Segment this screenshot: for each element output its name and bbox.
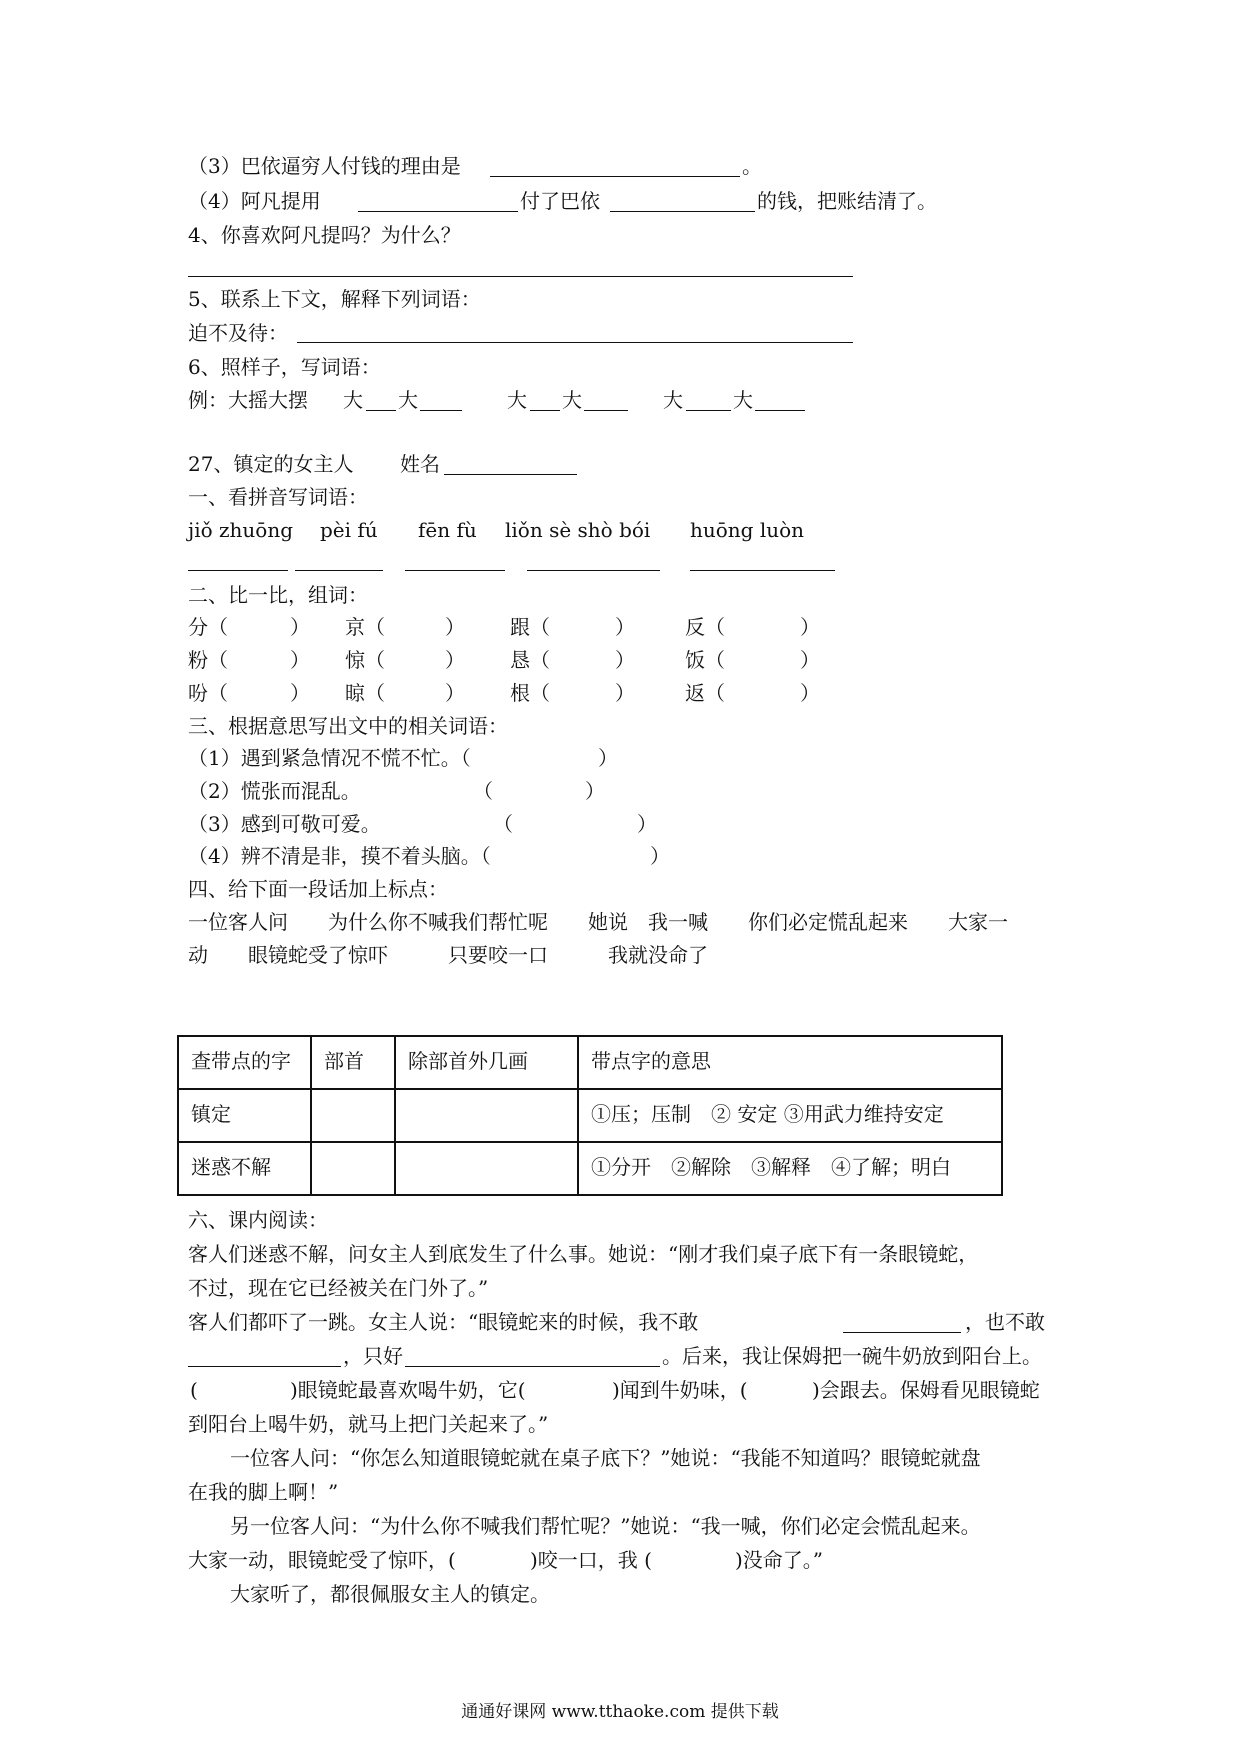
table-row xyxy=(178,1142,1002,1195)
meaning-item-2: （2）慌张而混乱。 xyxy=(188,779,361,803)
reading-line: 大家一动，眼镜蛇受了惊吓，( xyxy=(188,1548,456,1572)
blank-q6-2b[interactable] xyxy=(584,410,628,411)
cell-meaning: ①压；压制 ② 安定 ③用武力维持安定 xyxy=(578,1089,1002,1142)
blank-q3[interactable] xyxy=(490,176,740,177)
compare-char: 饭（ xyxy=(685,648,725,672)
footer-source: 通通好课网 www.tthaoke.com 提供下载 xyxy=(461,1702,779,1722)
header-meaning: 带点字的意思 xyxy=(578,1036,1002,1089)
part2-title: 二、比一比，组词： xyxy=(188,583,368,607)
reading-line: )闻到牛奶味，( xyxy=(612,1378,748,1402)
cell-strokes[interactable] xyxy=(395,1089,578,1142)
reading-line: )咬一口，我 ( xyxy=(530,1548,652,1572)
da-char: 大 xyxy=(663,388,683,412)
compare-char: 反（ xyxy=(685,615,725,639)
compare-close: ） xyxy=(290,615,310,639)
question-4-a: （4）阿凡提用 xyxy=(188,189,321,213)
reading-line: 另一位客人问：“为什么你不喊我们帮忙呢？”她说：“我一喊，你们必定会慌乱起来。 xyxy=(230,1514,981,1538)
meaning-item-3: （3）感到可敬可爱。 xyxy=(188,812,381,836)
da-char: 大 xyxy=(343,388,363,412)
reading-line: 客人们迷惑不解，问女主人到底发生了什么事。她说：“刚才我们桌子底下有一条眼镜蛇， xyxy=(188,1242,979,1266)
pinyin-blank-3[interactable] xyxy=(405,570,505,571)
q5-title: 5、联系上下文，解释下列词语： xyxy=(188,287,481,311)
compare-close: ） xyxy=(615,681,635,705)
reading-line: 客人们都吓了一跳。女主人说：“眼镜蛇来的时候，我不敢 xyxy=(188,1310,699,1334)
compare-char: 粉（ xyxy=(188,648,228,672)
lesson-title: 27、镇定的女主人 xyxy=(188,452,354,476)
blank-q6-3b[interactable] xyxy=(755,410,805,411)
question-3-end: 。 xyxy=(742,154,762,178)
da-char: 大 xyxy=(733,388,753,412)
compare-char: 惊（ xyxy=(345,648,385,672)
q5-term: 迫不及待： xyxy=(188,321,288,345)
question-4-b: 付了巴依 xyxy=(520,189,600,213)
answer-line-q5[interactable] xyxy=(297,342,853,343)
compare-close: ） xyxy=(445,615,465,639)
reading-line: )没命了。” xyxy=(735,1548,824,1572)
meaning-open: （ xyxy=(493,812,513,836)
reading-line: 在我的脚上啊！” xyxy=(188,1480,339,1504)
compare-char: 分（ xyxy=(188,615,228,639)
pinyin-1: jiǒ zhuōng xyxy=(188,518,294,542)
question-3: （3）巴依逼穷人付钱的理由是 xyxy=(188,154,461,178)
cell-word: 镇定 xyxy=(178,1089,311,1142)
reading-line: ，也不敢 xyxy=(965,1310,1045,1334)
punctuation-line-2: 动 眼镜蛇受了惊吓 只要咬一口 我就没命了 xyxy=(188,943,708,967)
table-row xyxy=(178,1089,1002,1142)
reading-line: 到阳台上喝牛奶，就马上把门关起来了。” xyxy=(188,1412,549,1436)
meaning-item-1: （1）遇到紧急情况不慌不忙。（ xyxy=(188,746,471,770)
header-char: 查带点的字 xyxy=(178,1036,311,1089)
blank-q6-3a[interactable] xyxy=(686,410,731,411)
cell-strokes[interactable] xyxy=(395,1142,578,1195)
reading-line: )会跟去。保姆看见眼镜蛇 xyxy=(812,1378,1040,1402)
pinyin-blank-2[interactable] xyxy=(295,570,383,571)
part3-title: 三、根据意思写出文中的相关词语： xyxy=(188,714,508,738)
part4-title: 四、给下面一段话加上标点： xyxy=(188,877,448,901)
reading-line: 不过，现在它已经被关在门外了。” xyxy=(188,1276,489,1300)
pinyin-5: huōng luòn xyxy=(690,518,805,542)
blank-q6-1a[interactable] xyxy=(366,410,396,411)
compare-close: ） xyxy=(445,648,465,672)
compare-close: ） xyxy=(615,615,635,639)
reading-line: ( xyxy=(190,1378,198,1402)
q6-example: 例：大摇大摆 xyxy=(188,388,308,412)
q6-title: 6、照样子，写词语： xyxy=(188,355,381,379)
compare-char: 晾（ xyxy=(345,681,385,705)
reading-line: 。后来，我让保姆把一碗牛奶放到阳台上。 xyxy=(662,1344,1042,1368)
meaning-item-4: （4）辨不清是非，摸不着头脑。（ xyxy=(188,844,491,868)
punctuation-line-1: 一位客人问 为什么你不喊我们帮忙呢 她说 我一喊 你们必定慌乱起来 大家一 xyxy=(188,910,1008,934)
pinyin-blank-5[interactable] xyxy=(690,570,835,571)
compare-char: 吩（ xyxy=(188,681,228,705)
name-field[interactable] xyxy=(444,474,577,475)
cell-radical[interactable] xyxy=(311,1142,395,1195)
compare-close: ） xyxy=(615,648,635,672)
compare-close: ） xyxy=(445,681,465,705)
compare-char: 京（ xyxy=(345,615,385,639)
meaning-close: ） xyxy=(585,779,605,803)
meaning-open: （ xyxy=(473,779,493,803)
compare-close: ） xyxy=(290,681,310,705)
blank-reading-1[interactable] xyxy=(843,1332,961,1333)
compare-char: 跟（ xyxy=(510,615,550,639)
blank-reading-3[interactable] xyxy=(405,1366,660,1367)
blank-q4-1[interactable] xyxy=(358,211,518,212)
dictionary-table xyxy=(177,1035,1003,1196)
da-char: 大 xyxy=(562,388,582,412)
pinyin-3: fēn fù xyxy=(418,518,477,542)
pinyin-blank-1[interactable] xyxy=(188,570,288,571)
compare-close: ） xyxy=(290,648,310,672)
pinyin-blank-4[interactable] xyxy=(527,570,660,571)
reading-line: 一位客人问：“你怎么知道眼镜蛇就在桌子底下？”她说：“我能不知道吗？眼镜蛇就盘 xyxy=(230,1446,981,1470)
blank-q6-2a[interactable] xyxy=(530,410,560,411)
blank-q6-1b[interactable] xyxy=(420,410,462,411)
part6-title: 六、课内阅读： xyxy=(188,1208,328,1232)
blank-q4-2[interactable] xyxy=(610,211,755,212)
meaning-close: ） xyxy=(598,746,618,770)
answer-line-q4[interactable] xyxy=(188,276,853,277)
reading-line: 大家听了，都很佩服女主人的镇定。 xyxy=(230,1582,550,1606)
question-4-c: 的钱，把账结清了。 xyxy=(757,189,937,213)
cell-radical[interactable] xyxy=(311,1089,395,1142)
compare-char: 返（ xyxy=(685,681,725,705)
compare-close: ） xyxy=(800,681,820,705)
header-radical: 部首 xyxy=(311,1036,395,1089)
name-label: 姓名 xyxy=(400,452,440,476)
da-char: 大 xyxy=(398,388,418,412)
cell-meaning: ①分开 ②解除 ③解释 ④了解；明白 xyxy=(578,1142,1002,1195)
part1-title: 一、看拼音写词语： xyxy=(188,485,368,509)
cell-word: 迷惑不解 xyxy=(178,1142,311,1195)
compare-close: ） xyxy=(800,648,820,672)
header-strokes: 除部首外几画 xyxy=(395,1036,578,1089)
compare-char: 根（ xyxy=(510,681,550,705)
table-header-row xyxy=(178,1036,1002,1089)
q4-prompt: 4、你喜欢阿凡提吗？为什么？ xyxy=(188,223,461,247)
compare-char: 恳（ xyxy=(510,648,550,672)
meaning-close: ） xyxy=(650,844,670,868)
blank-reading-2[interactable] xyxy=(188,1366,341,1367)
da-char: 大 xyxy=(507,388,527,412)
reading-line: )眼镜蛇最喜欢喝牛奶，它( xyxy=(290,1378,526,1402)
pinyin-4: liǒn sè shò bói xyxy=(505,518,651,542)
reading-line: ，只好 xyxy=(343,1344,403,1368)
pinyin-2: pèi fú xyxy=(320,518,378,542)
meaning-close: ） xyxy=(637,812,657,836)
compare-close: ） xyxy=(800,615,820,639)
